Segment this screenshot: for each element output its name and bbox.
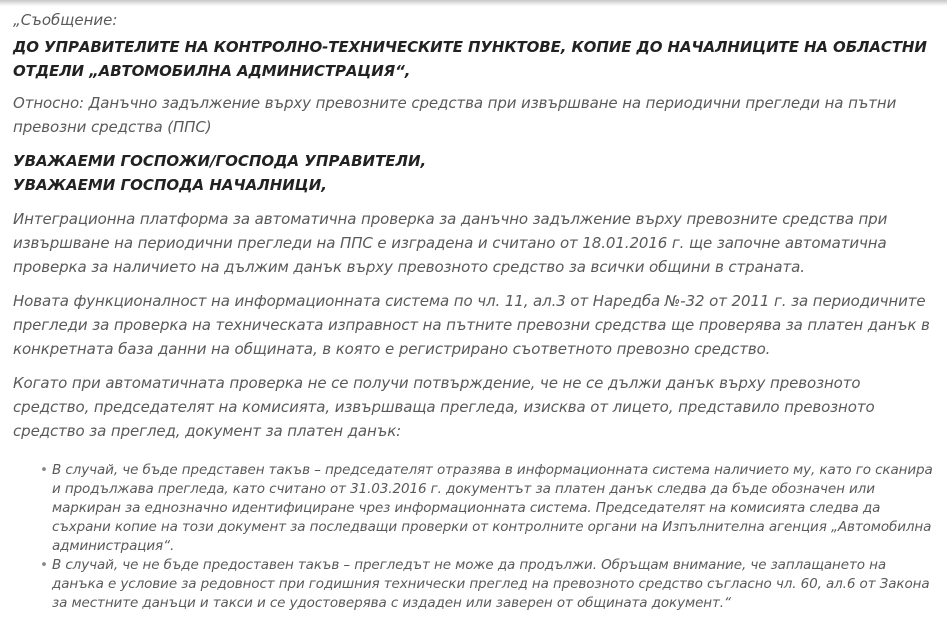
paragraph-1: Интеграционна платформа за автоматична проверка за данъчно задължение върху превозните средства при извършване на периодични прегледи на ППС е изградена и считано от 18.01.2016 г. ще започне автоматична проверка за наличието на дължим данък върху превозното средство за всички общини в страната. <box>13 210 888 276</box>
greeting-line-1: УВАЖАЕМИ ГОСПОЖИ/ГОСПОДА УПРАВИТЕЛИ, <box>13 152 427 170</box>
addressees-heading <box>13 35 933 83</box>
bullet-icon: • <box>40 557 48 573</box>
list-item <box>40 556 933 613</box>
addressees-line-1: ДО УПРАВИТЕЛИТЕ НА КОНТРОЛНО-ТЕХНИЧЕСКИТЕ ПУНКТОВЕ, КОПИЕ ДО НАЧАЛНИЦИТЕ НА ОБЛАСТНИ <box>13 38 927 56</box>
list-item <box>40 461 933 556</box>
list-item-text: В случай, че бъде представен такъв – председателят отразява в информационната система наличието му, като го сканира и продължава прегледа, като считано от 31.03.2016 г. документът за платен данък следва да бъде обозначен или маркиран за еднозначно идентифициране чрез информационната система. Председателят на комисията следва да съхрани копие на този документ за последващи проверки от контролните органи на Изпълнителна агенция „Автомобилна администрация“. <box>52 462 933 554</box>
conditions-list <box>13 461 933 613</box>
addressees-line-2: ОТДЕЛИ „АВТОМОБИЛНА АДМИНИСТРАЦИЯ“, <box>13 62 411 80</box>
paragraph-2: Новата функционалност на информационната система по чл. 11, ал.3 от Наредба №-32 от 2011 г. за периодичните прегледи за проверка на техническата изправност на пътните превозни средства ще проверява за платен данък в конкретната база данни на общината, в която е регистрирано съответното превозно средство. <box>13 292 930 358</box>
bullet-icon: • <box>40 462 48 478</box>
top-shadow <box>0 0 947 6</box>
greeting-line-2: УВАЖАЕМИ ГОСПОДА НАЧАЛНИЦИ, <box>13 176 327 194</box>
list-item-text: В случай, че не бъде предоставен такъв – прегледът не може да продължи. Обръщам внимание, че заплащането на данъка е условие за редовност при годишния технически преглед на превозното средство съгласно чл. 60, ал.6 от Закона за местните данъци и такси и се удостоверява с издаден или заверен от общината документ.“ <box>52 557 930 611</box>
message-body <box>13 10 933 613</box>
greeting <box>13 149 933 197</box>
paragraph-3: Когато при автоматичната проверка не се получи потвърждение, че не се дължи данък върху превозното средство, председателят на комисията, извършваща прегледа, изисква от лицето, представило превозното средство за преглед, документ за платен данък: <box>13 374 875 440</box>
subject-line: Относно: Данъчно задължение върху превозните средства при извършване на периодични прегледи на пътни превозни средства (ППС) <box>13 94 897 136</box>
message-intro-label: „Съобщение: <box>13 11 118 29</box>
